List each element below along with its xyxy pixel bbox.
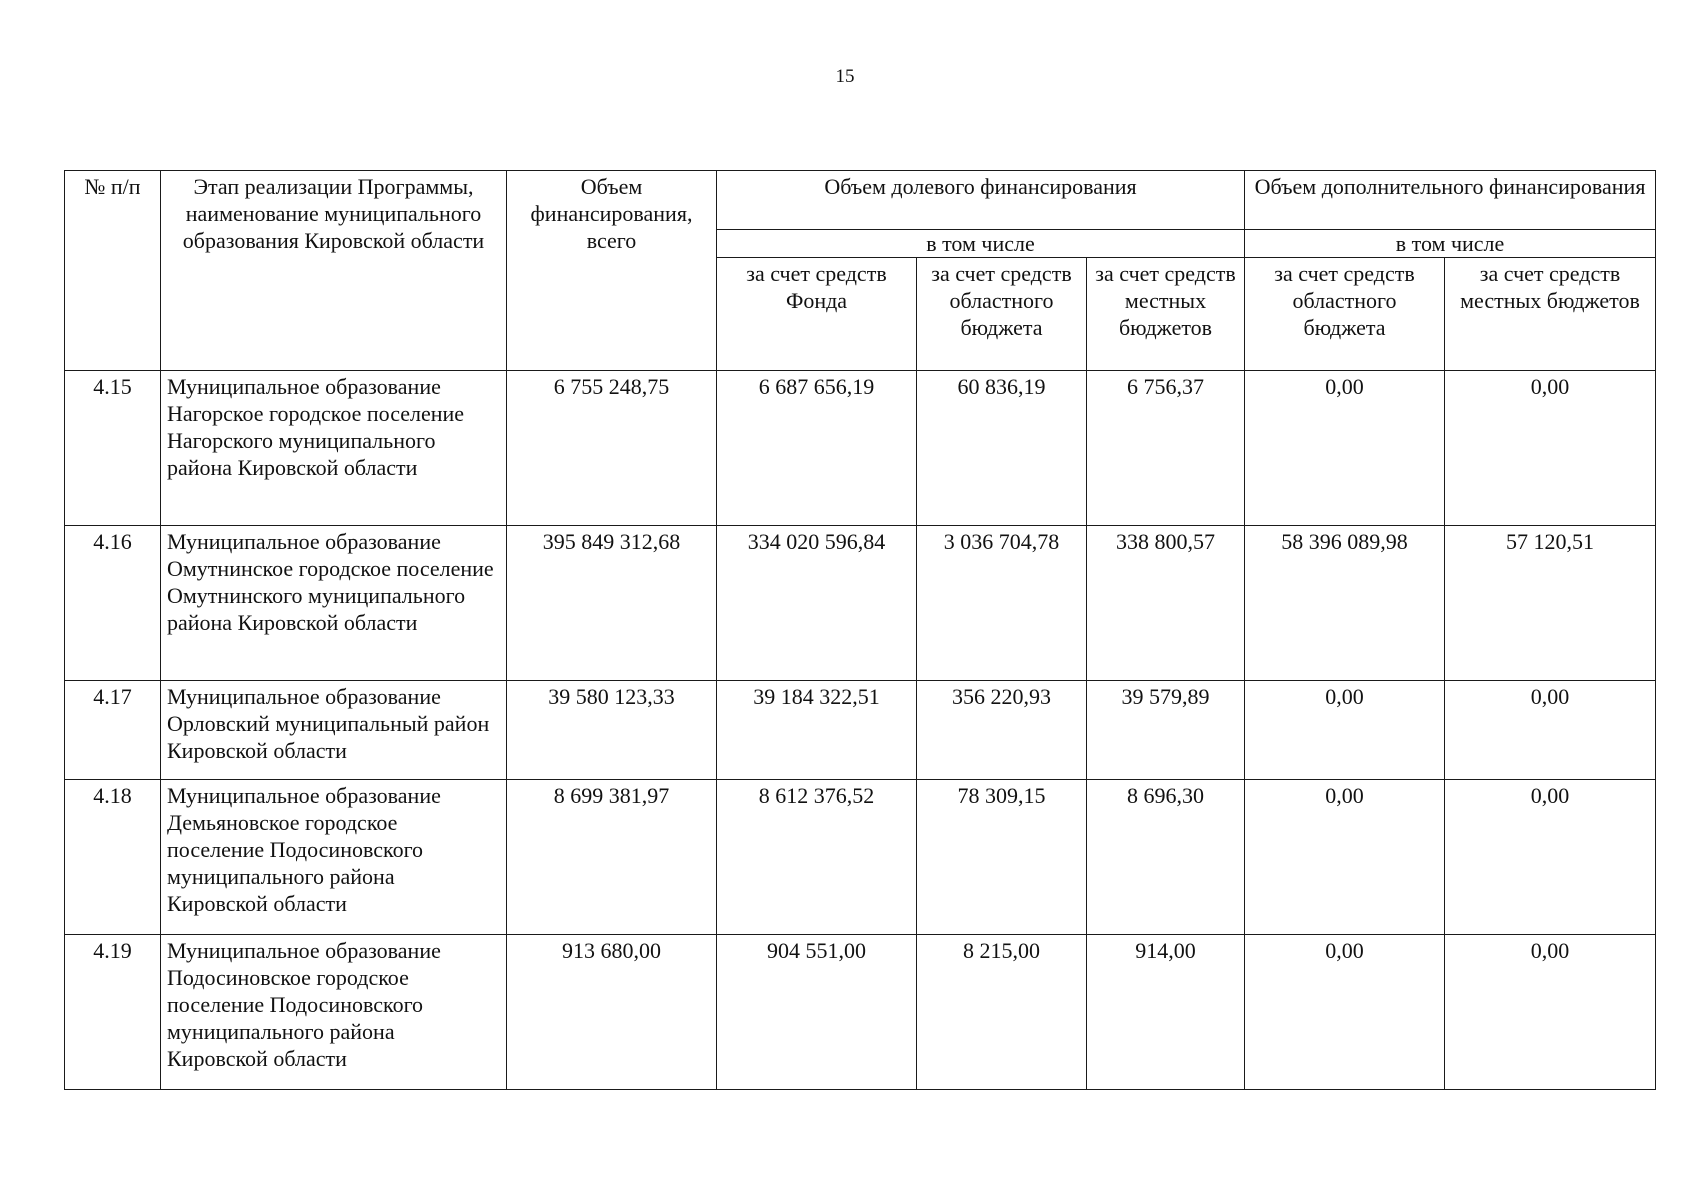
row-num: 4.19	[65, 935, 161, 1090]
row-additional-regional: 0,00	[1245, 935, 1445, 1090]
row-num: 4.18	[65, 780, 161, 935]
row-additional-local: 0,00	[1445, 935, 1656, 1090]
table-row	[65, 371, 1656, 526]
row-municipality-name: Муниципальное образование Орловский муниципальный район Кировской области	[161, 681, 507, 780]
row-fund: 39 184 322,51	[717, 681, 917, 780]
row-shared-regional: 8 215,00	[917, 935, 1087, 1090]
row-additional-regional: 58 396 089,98	[1245, 526, 1445, 681]
header-shared-local: за счет средств местных бюджетов	[1087, 258, 1245, 371]
header-shared-regional: за счет средств областного бюджета	[917, 258, 1087, 371]
row-shared-local: 6 756,37	[1087, 371, 1245, 526]
row-shared-regional: 60 836,19	[917, 371, 1087, 526]
row-fund: 904 551,00	[717, 935, 917, 1090]
header-additional-financing: Объем дополнительного финансирования	[1245, 171, 1656, 230]
row-shared-local: 8 696,30	[1087, 780, 1245, 935]
header-shared-including: в том числе	[717, 230, 1245, 258]
row-total: 39 580 123,33	[507, 681, 717, 780]
row-additional-regional: 0,00	[1245, 681, 1445, 780]
row-shared-local: 914,00	[1087, 935, 1245, 1090]
header-num: № п/п	[65, 171, 161, 371]
row-shared-local: 39 579,89	[1087, 681, 1245, 780]
row-municipality-name: Муниципальное образование Нагорское городское поселение Нагорского муниципального района Кировской области	[161, 371, 507, 526]
row-additional-local: 0,00	[1445, 681, 1656, 780]
header-stage: Этап реализации Программы, наименование муниципального образования Кировской области	[161, 171, 507, 371]
header-additional-local: за счет средств местных бюджетов	[1445, 258, 1656, 371]
row-municipality-name: Муниципальное образование Омутнинское городское поселение Омутнинского муниципального района Кировской области	[161, 526, 507, 681]
row-total: 8 699 381,97	[507, 780, 717, 935]
table-row	[65, 681, 1656, 780]
table-row	[65, 526, 1656, 681]
row-fund: 334 020 596,84	[717, 526, 917, 681]
row-additional-regional: 0,00	[1245, 371, 1445, 526]
row-municipality-name: Муниципальное образование Подосиновское городское поселение Подосиновского муниципального района Кировской области	[161, 935, 507, 1090]
header-total: Объем финансирования, всего	[507, 171, 717, 371]
row-shared-regional: 356 220,93	[917, 681, 1087, 780]
header-additional-including: в том числе	[1245, 230, 1656, 258]
financing-table	[64, 170, 1656, 1090]
row-shared-regional: 78 309,15	[917, 780, 1087, 935]
row-fund: 8 612 376,52	[717, 780, 917, 935]
row-additional-local: 57 120,51	[1445, 526, 1656, 681]
row-shared-regional: 3 036 704,78	[917, 526, 1087, 681]
row-municipality-name: Муниципальное образование Демьяновское городское поселение Подосиновского муниципального района Кировской области	[161, 780, 507, 935]
row-total: 913 680,00	[507, 935, 717, 1090]
row-num: 4.15	[65, 371, 161, 526]
row-total: 6 755 248,75	[507, 371, 717, 526]
row-num: 4.16	[65, 526, 161, 681]
table-row	[65, 780, 1656, 935]
row-additional-local: 0,00	[1445, 780, 1656, 935]
table-row	[65, 935, 1656, 1090]
header-additional-regional: за счет средств областного бюджета	[1245, 258, 1445, 371]
row-total: 395 849 312,68	[507, 526, 717, 681]
row-additional-local: 0,00	[1445, 371, 1656, 526]
page-number: 15	[835, 66, 855, 87]
header-shared-financing: Объем долевого финансирования	[717, 171, 1245, 230]
row-shared-local: 338 800,57	[1087, 526, 1245, 681]
row-num: 4.17	[65, 681, 161, 780]
header-fund: за счет средств Фонда	[717, 258, 917, 371]
row-fund: 6 687 656,19	[717, 371, 917, 526]
row-additional-regional: 0,00	[1245, 780, 1445, 935]
